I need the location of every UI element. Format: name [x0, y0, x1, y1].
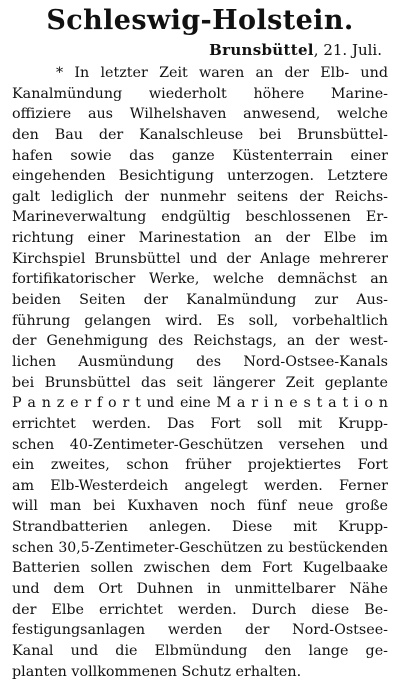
article-line: Marineverwaltung endgültig beschlossenen Er- — [12, 209, 388, 226]
article-line: festigungsanlagen werden der Nord-Ostsee- — [12, 622, 388, 639]
article-line: * In letzter Zeit waren an der Elb- und — [56, 65, 388, 81]
article-line: bei Brunsbüttel das seit längerer Zeit geplante — [12, 374, 388, 391]
article-line: Kanalmündung wiederholt höhere Marine- — [12, 85, 388, 102]
article-line: lichen Ausmündung des Nord-Ostsee-Kanals — [12, 353, 388, 370]
article-line: der Genehmigung des Reichstags, an der west- — [12, 333, 388, 350]
article-line: eingehenden Besichtigung unterzogen. Letztere — [12, 168, 388, 185]
dateline — [12, 40, 388, 60]
article-line: schen 40-Zentimeter-Geschützen versehen und — [12, 436, 388, 453]
article-body — [12, 63, 388, 682]
article-line: Strandbatterien anlegen. Diese mit Krupp- — [12, 519, 388, 536]
dateline-date: , 21. Juli. — [313, 41, 382, 59]
article-line: hafen sowie das ganze Küstenterrain einer — [12, 147, 388, 164]
article-line: errichtet werden. Das Fort soll mit Krupp- — [12, 415, 388, 432]
article-line: ein zweites, schon früher projektiertes Fort — [12, 457, 388, 474]
article-line: der Elbe errichtet werden. Durch diese Be- — [12, 601, 388, 618]
headline: Schleswig-Holstein. — [46, 5, 354, 36]
article-line: offiziere aus Wilhelshaven anwesend, welche — [12, 106, 388, 123]
article-line: Batterien sollen zwischen dem Fort Kugelbaake — [12, 560, 388, 577]
article-line: P a n z e r f o r t und eine M a r i n e s t a t i o n — [12, 395, 388, 412]
article-line: fortifikatorischer Werke, welche demnächst an — [12, 271, 388, 288]
article-line: will man bei Kuxhaven noch fünf neue große — [12, 498, 388, 515]
article-line: planten vollkommenen Schutz erhalten. — [12, 663, 302, 680]
article-line: galt lediglich der nunmehr seitens der Reichs- — [12, 188, 388, 205]
article-line: und dem Ort Duhnen in unmittelbarer Nähe — [12, 581, 388, 598]
article-line: schen 30,5-Zentimeter-Geschützen zu bestückenden — [12, 539, 388, 556]
article-line: richtung einer Marinestation an der Elbe im — [12, 230, 388, 247]
article-line: beiden Seiten der Kanalmündung zur Aus- — [12, 292, 388, 309]
dateline-place: Brunsbüttel — [209, 41, 314, 59]
article-line: Kanal und die Elbmündung den lange ge- — [12, 642, 388, 659]
article-line: den Bau der Kanalschleuse bei Brunsbüttel- — [12, 126, 388, 143]
article-line: Kirchspiel Brunsbüttel und der Anlage mehrerer — [12, 250, 388, 267]
article-line: am Elb-Westerdeich angelegt werden. Ferner — [12, 477, 388, 494]
article-line: führung gelangen wird. Es soll, vorbehaltlich — [12, 312, 388, 329]
